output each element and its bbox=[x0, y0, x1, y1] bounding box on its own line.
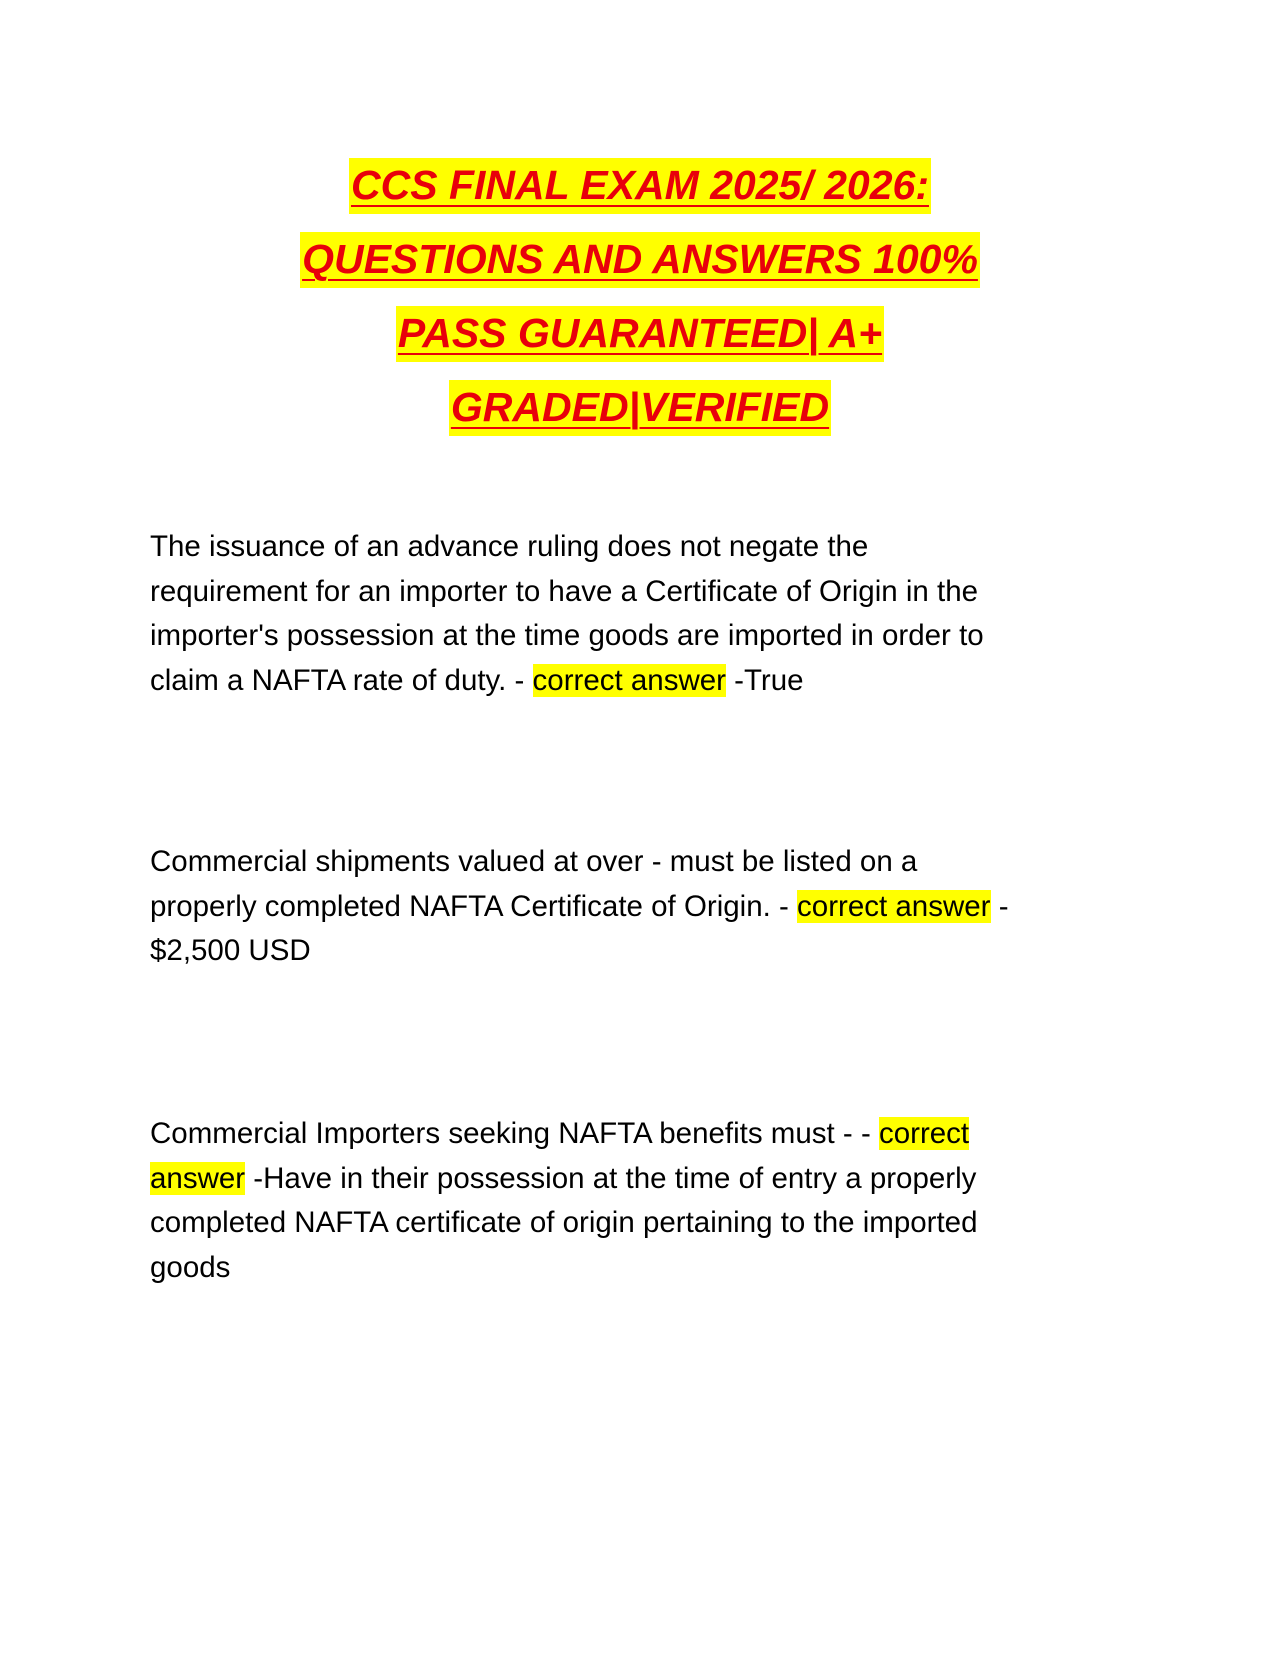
title-line bbox=[100, 148, 1180, 222]
answer-separator: - bbox=[990, 889, 1009, 923]
answer-text: -Have in their possession at the time of entry a properly bbox=[245, 1161, 977, 1195]
answer-line: completed NAFTA certificate of origin pertaining to the imported bbox=[150, 1206, 978, 1239]
question-text: properly completed NAFTA Certificate of Origin. - bbox=[150, 889, 798, 923]
question-line bbox=[150, 1157, 1130, 1202]
question-line bbox=[150, 659, 1130, 704]
document-title bbox=[100, 148, 1180, 444]
answer-text: -True bbox=[725, 663, 804, 697]
correct-answer-marker: answer bbox=[150, 1161, 246, 1195]
question-block-1 bbox=[150, 525, 1130, 703]
question-line bbox=[150, 885, 1130, 930]
question-line: importer's possession at the time goods are imported in order to bbox=[150, 619, 984, 652]
question-line bbox=[150, 1112, 1130, 1157]
question-block-2 bbox=[150, 840, 1130, 974]
correct-answer-marker: correct answer bbox=[532, 663, 726, 697]
title-line-text: QUESTIONS AND ANSWERS 100% bbox=[300, 232, 980, 288]
title-line-text: GRADED|VERIFIED bbox=[449, 380, 831, 436]
correct-answer-marker: correct answer bbox=[797, 889, 991, 923]
question-block-3 bbox=[150, 1112, 1130, 1290]
correct-answer-marker: correct bbox=[878, 1117, 970, 1150]
question-line: requirement for an importer to have a Certificate of Origin in the bbox=[150, 574, 979, 608]
title-line bbox=[100, 222, 1180, 296]
question-text: Commercial Importers seeking NAFTA benefits must - - bbox=[150, 1117, 879, 1150]
title-line-text: CCS FINAL EXAM 2025/ 2026: bbox=[349, 158, 931, 214]
question-line: Commercial shipments valued at over - must be listed on a bbox=[150, 845, 918, 878]
question-text: claim a NAFTA rate of duty. - bbox=[150, 663, 533, 697]
title-line-text: PASS GUARANTEED| A+ bbox=[396, 306, 884, 362]
answer-text: $2,500 USD bbox=[150, 934, 311, 967]
answer-line: goods bbox=[150, 1250, 231, 1284]
title-line bbox=[100, 370, 1180, 444]
question-line: The issuance of an advance ruling does not negate the bbox=[150, 530, 869, 563]
title-line bbox=[100, 296, 1180, 370]
